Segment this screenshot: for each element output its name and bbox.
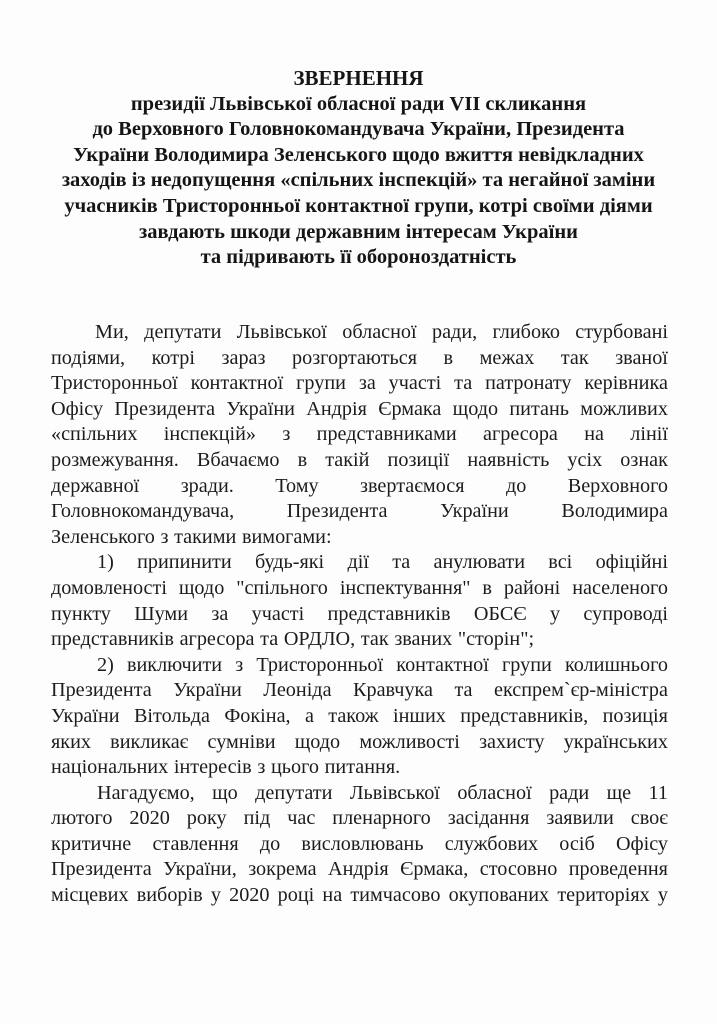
word: групи — [296, 372, 346, 395]
word: на — [322, 884, 343, 907]
word: званої — [615, 346, 668, 369]
word: Офісу — [51, 397, 104, 420]
word: пленарного — [332, 807, 431, 830]
word: будь-які — [254, 551, 325, 574]
word: Андрія — [306, 397, 367, 420]
word: сумніви — [207, 730, 276, 753]
paragraph-line — [51, 602, 668, 628]
word: групи — [502, 653, 552, 676]
word: представників — [327, 602, 451, 625]
word: Тристоронньої — [51, 372, 178, 395]
word: та — [260, 628, 279, 651]
word: України — [440, 500, 509, 523]
word: подіями, — [51, 346, 126, 369]
word: депутати — [144, 321, 222, 343]
word: Шуми — [134, 602, 189, 625]
word: за — [358, 372, 376, 395]
word: участі — [251, 602, 305, 625]
word: Леоніда — [263, 679, 332, 702]
paragraph-demand-2 — [51, 653, 668, 781]
word: «спільних — [51, 423, 138, 446]
word: такій — [325, 448, 370, 471]
word: офіційні — [595, 551, 668, 574]
word: стосовно — [479, 858, 558, 881]
word: з — [257, 756, 266, 779]
paragraph-line — [51, 320, 668, 346]
word: представниками — [316, 423, 457, 446]
word: глибоко — [492, 321, 560, 343]
word: інтересів — [173, 756, 252, 779]
paragraph-line — [51, 653, 668, 679]
word: захисту — [479, 730, 545, 753]
word: стурбовані — [575, 321, 668, 343]
word: під — [243, 807, 271, 830]
word: що — [212, 781, 238, 804]
word: зараз — [221, 346, 266, 369]
paragraph-line — [51, 422, 668, 448]
word: України — [51, 704, 120, 727]
title-line: учасників Тристоронньої контактної групи, котрі своїми діями — [64, 194, 653, 217]
word: Президента — [286, 500, 388, 523]
paragraph-line — [51, 525, 668, 551]
word: Головнокомандувача, — [51, 500, 235, 523]
paragraph-demand-1 — [51, 550, 668, 652]
word: Президента — [114, 397, 216, 420]
word: національних — [51, 756, 169, 779]
word: 2020 — [229, 884, 270, 907]
word: депутати — [255, 781, 333, 804]
word: у — [210, 884, 221, 907]
word: ще — [606, 781, 632, 804]
word: році — [277, 884, 315, 907]
word: Вбачаємо — [196, 448, 280, 471]
word: в — [297, 448, 308, 471]
word: агресора — [179, 628, 255, 651]
word: заявили — [546, 807, 614, 830]
word: та — [392, 551, 411, 574]
word: та — [454, 372, 473, 395]
word: Нагадуємо, — [97, 781, 195, 804]
word: українських — [563, 730, 668, 753]
word: домовленості — [51, 576, 167, 599]
word: а — [304, 704, 314, 727]
word: яких — [51, 730, 91, 753]
word: службових — [444, 832, 539, 855]
word: можливості — [359, 730, 460, 753]
word: 11 — [648, 781, 668, 804]
word: засідання — [447, 807, 530, 830]
word: районі — [503, 576, 561, 599]
paragraph-line — [51, 550, 668, 576]
word: щодо — [294, 730, 341, 753]
word: лінії — [630, 423, 668, 446]
paragraph-intro — [51, 320, 668, 550]
word: ознак — [620, 448, 668, 471]
word: обласної — [457, 781, 532, 804]
word: в — [443, 346, 454, 369]
word: щодо — [178, 576, 225, 599]
word: Львівської — [236, 321, 327, 343]
paragraph-line — [51, 397, 668, 423]
word: 1) — [97, 551, 114, 574]
paragraph-line — [51, 781, 668, 807]
word: так — [360, 628, 389, 651]
word: Зеленського — [51, 525, 155, 548]
word: щодо — [452, 397, 499, 420]
word: Кравчука — [353, 679, 434, 702]
word: патронату — [485, 372, 572, 395]
word: ставлення — [152, 832, 239, 855]
word: Андрія — [328, 858, 389, 881]
word: дії — [347, 551, 369, 574]
word: державної — [51, 474, 140, 497]
word: в — [482, 576, 492, 599]
word: можливих — [580, 397, 668, 420]
word: місцевих — [51, 884, 129, 907]
word: до — [259, 832, 281, 855]
word: експрем`єр-міністра — [493, 679, 668, 702]
title-line: та підривають її обороноздатність — [200, 246, 517, 269]
word: з — [235, 653, 244, 676]
word: ради, — [432, 321, 478, 343]
word: року — [186, 807, 227, 830]
word: Офісу — [615, 832, 668, 855]
word: України — [226, 397, 295, 420]
title-line: заходів із недопущення «спільних інспекцій» та негайної заміни — [61, 169, 656, 192]
word: тимчасово — [350, 884, 441, 907]
word: час — [287, 807, 316, 830]
word: 2020 — [129, 807, 170, 830]
word: анулювати — [433, 551, 526, 574]
word: участі — [388, 372, 442, 395]
word: інших — [393, 704, 446, 727]
word: Верховного — [567, 474, 668, 497]
word: окупованих — [448, 884, 550, 907]
word: та — [454, 679, 473, 702]
word: колишнього — [564, 653, 668, 676]
title-line: президії Львівської обласної ради VII скликання — [130, 92, 587, 115]
word: всі — [548, 551, 573, 574]
word: так — [560, 346, 589, 369]
word: Фокіна, — [224, 704, 291, 727]
paragraph-line — [51, 678, 668, 704]
paragraph-line — [51, 371, 668, 397]
word: усіх — [567, 448, 603, 471]
word: у — [549, 602, 561, 625]
word: викликає — [110, 730, 189, 753]
word: званих — [394, 628, 453, 651]
paragraph-reminder — [51, 781, 668, 909]
paragraph-line — [51, 704, 668, 730]
word: звертаємося — [360, 474, 465, 497]
word: до — [505, 474, 527, 497]
paragraph-line — [51, 474, 668, 500]
word: зради. — [180, 474, 234, 497]
word: України, — [163, 858, 237, 881]
word: Вітольда — [133, 704, 210, 727]
word: цього — [270, 756, 319, 779]
title-line: України Володимира Зеленського щодо вжиття невідкладних — [73, 143, 644, 166]
title-line: до Верховного Головнокомандувача України, Президента — [92, 118, 625, 141]
word: ОБСЄ — [473, 602, 527, 625]
word: з — [160, 525, 169, 548]
word: агресора — [482, 423, 558, 446]
paragraph-line — [51, 576, 668, 602]
word: Президента — [51, 679, 152, 702]
word: представників, — [460, 704, 589, 727]
word: "спільного — [236, 576, 328, 599]
word: висловлювань — [301, 832, 424, 855]
word: вимогами: — [241, 525, 332, 548]
paragraph-line — [51, 448, 668, 474]
word: виборів — [136, 884, 203, 907]
word: своє — [630, 807, 668, 830]
word: Тому — [275, 474, 319, 497]
word: контактної — [190, 372, 284, 395]
word: також — [328, 704, 379, 727]
word: України — [173, 679, 242, 702]
word: у — [657, 884, 668, 907]
word: Єрмака, — [400, 858, 469, 881]
word: населеного — [572, 576, 668, 599]
word: Львівської — [349, 781, 440, 804]
word: розмежування. — [51, 448, 179, 471]
word: Єрмака — [378, 397, 442, 420]
word: Тристоронньої — [256, 653, 384, 676]
word: за — [211, 602, 229, 625]
word: інспекцій» — [163, 423, 257, 446]
word: наявність — [467, 448, 550, 471]
word: пункту — [51, 602, 111, 625]
word: на — [584, 423, 604, 446]
word: котрі — [151, 346, 196, 369]
word: проведення — [568, 858, 668, 881]
title-line: завдають шкоди державним інтересам України — [139, 220, 578, 243]
document-title-block — [40, 66, 677, 271]
word: осіб — [559, 832, 595, 855]
word: територіях — [557, 884, 650, 907]
word: "сторін"; — [457, 628, 535, 651]
paragraph-line — [51, 755, 668, 781]
word: критичне — [51, 832, 132, 855]
word: позиція — [602, 704, 668, 727]
paragraph-line — [51, 857, 668, 883]
document-heading: ЗВЕРНЕННЯ — [293, 66, 424, 90]
word: такими — [174, 525, 237, 548]
word: лютого — [51, 807, 113, 830]
paragraph-line — [51, 883, 668, 909]
word: виключити — [126, 653, 223, 676]
word: питання. — [324, 756, 401, 779]
word: зокрема — [248, 858, 317, 881]
document-body — [51, 320, 668, 909]
word: припинити — [137, 551, 232, 574]
word: Ми, — [95, 321, 129, 343]
word: контактної — [396, 653, 489, 676]
word: представників — [51, 628, 174, 651]
word: з — [282, 423, 291, 446]
paragraph-line — [51, 806, 668, 832]
word: обласної — [342, 321, 417, 343]
word: межах — [479, 346, 535, 369]
word: 2) — [97, 653, 114, 676]
paragraph-line — [51, 832, 668, 858]
word: ради — [549, 781, 590, 804]
word: інспектування" — [339, 576, 471, 599]
paragraph-line — [51, 730, 668, 756]
word: Президента — [51, 858, 152, 881]
paragraph-line — [51, 627, 668, 653]
word: супроводі — [583, 602, 668, 625]
word: розгортаються — [292, 346, 417, 369]
word: питань — [509, 397, 570, 420]
word: ОРДЛО, — [283, 628, 356, 651]
paragraph-line — [51, 346, 668, 372]
word: керівника — [584, 372, 668, 395]
word: позиції — [387, 448, 450, 471]
paragraph-line — [51, 499, 668, 525]
word: Володимира — [561, 500, 668, 523]
